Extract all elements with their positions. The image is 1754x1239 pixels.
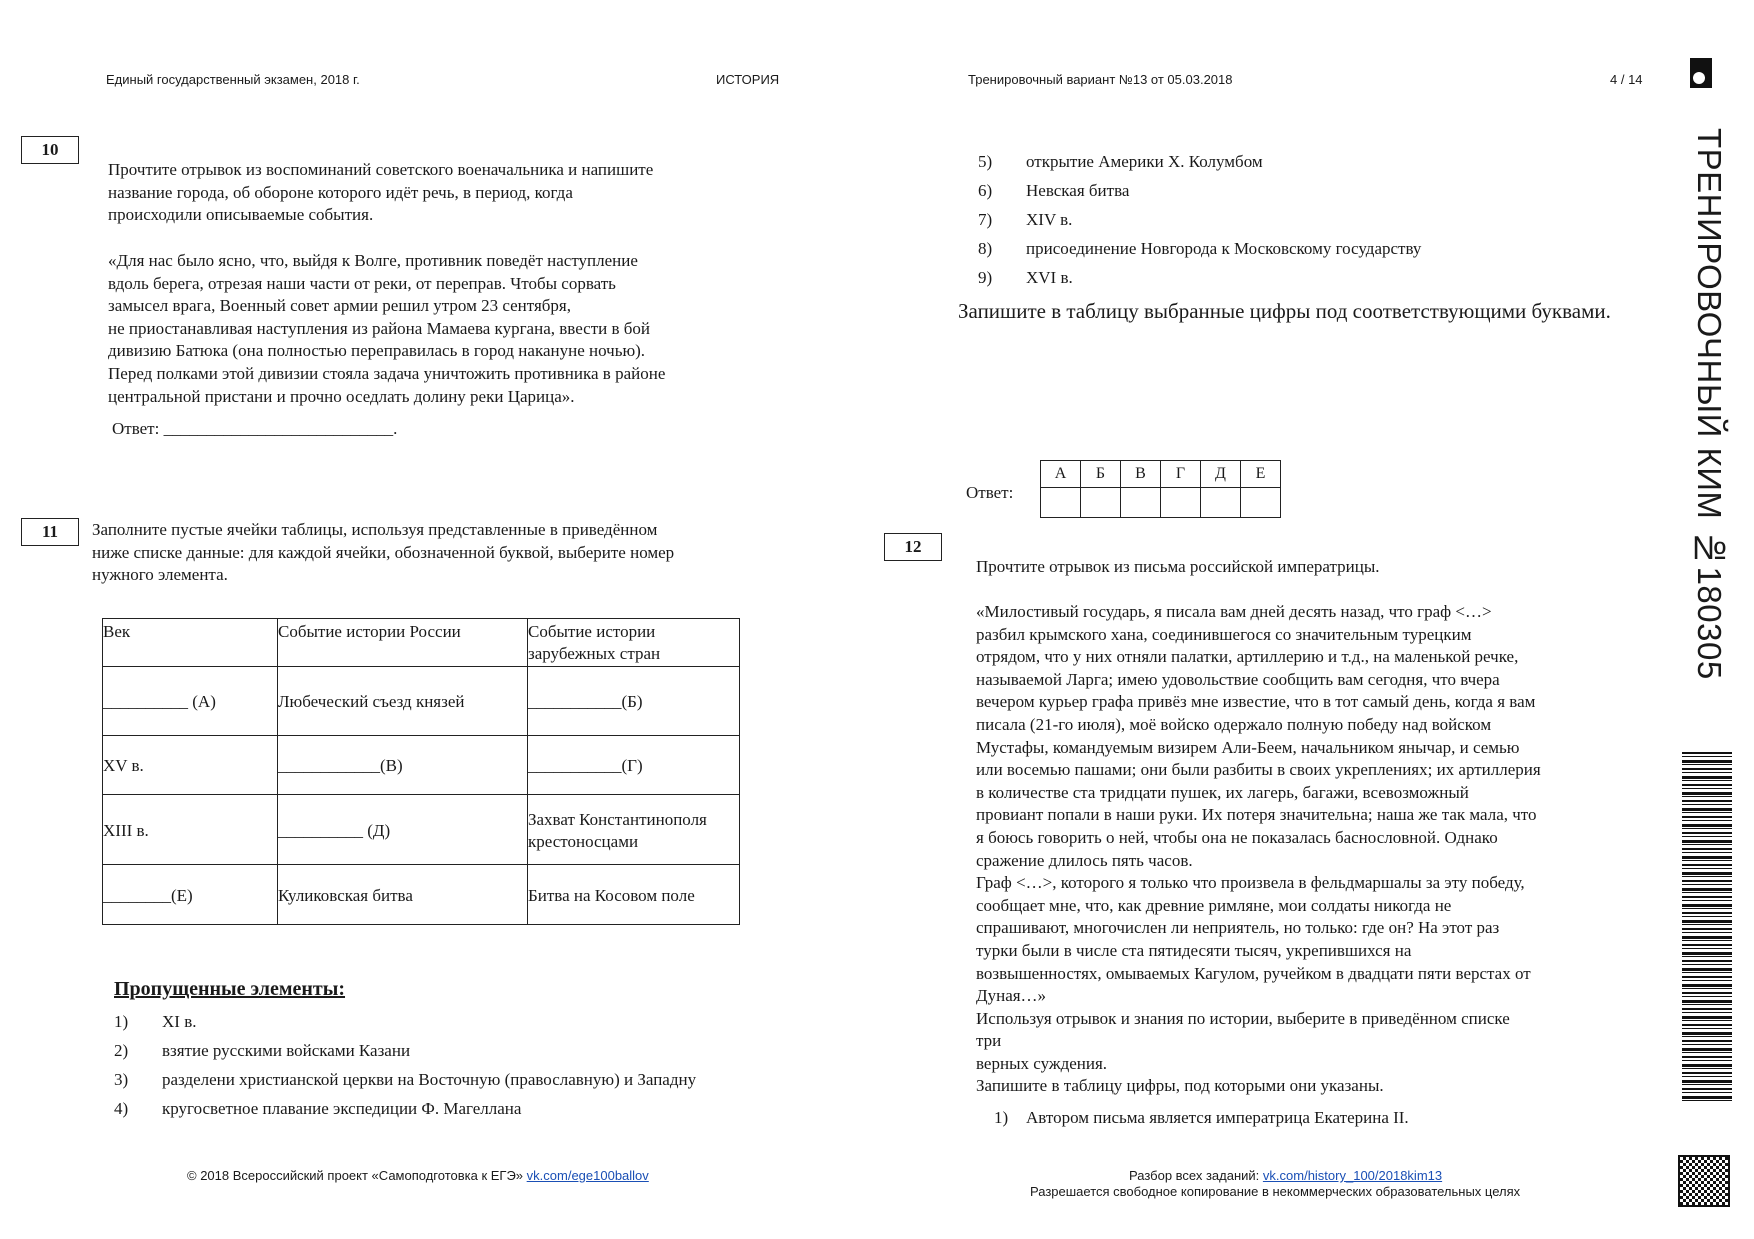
list-item [994,1108,1409,1128]
text-line: «Милостивый государь, я писала вам дней десять назад, что граф <…> [976,602,1492,621]
item-text: разделени христианской церкви на Восточную (православную) и Западну [162,1070,697,1089]
text-line: происходили описываемые события. [108,205,374,225]
item-text: XI в. [162,1012,197,1031]
history-table [102,618,740,925]
task-10-number: 10 [21,136,79,164]
answer-letter: Д [1201,461,1241,488]
item-text: XVI в. [1026,268,1073,287]
table-row [103,667,740,736]
variant-title: Тренировочный вариант №13 от 05.03.2018 [968,72,1233,87]
qr-code-icon [1678,1155,1730,1207]
text-line: писала (21-го июля), моё войско одержало полную победу над войском [976,714,1492,734]
item-text: Автором письма является императрица Екатерина II. [1026,1108,1409,1127]
answer-cell[interactable] [1241,488,1281,518]
exam-title: Единый государственный экзамен, 2018 г. [106,72,360,87]
item-number: 8) [978,239,993,258]
item-text: кругосветное плавание экспедиции Ф. Магеллана [162,1099,522,1118]
task-10-quote [108,250,665,408]
item-number: 3) [114,1070,129,1089]
table-header: Век [103,619,278,667]
table-cell[interactable]: __________ (А) [103,667,278,736]
table-cell[interactable]: ___________(Б) [528,667,740,736]
text-line: разбил крымского хана, соединившегося со значительным турецким [976,624,1472,644]
table-header: Событие истории зарубежных стран [528,619,740,667]
text-line: отрядом, что у них отняли палатки, артиллерию и т.д., на маленькой речке, [976,647,1519,667]
task-11-answer-label: Ответ: [966,483,1014,502]
text-line: в количестве ста тридцати пушек, их лагерь, багажи, всевозможный [976,782,1469,802]
answer-cell[interactable] [1121,488,1161,518]
text-line: называемой Ларга; имею удовольствие сообщить вам сегодня, что вчера [976,669,1500,689]
text-line: название города, об обороне которого идёт речь, в период, когда [108,182,573,202]
table-cell: XV в. [103,736,278,795]
item-number: 1) [114,1012,129,1031]
table-cell[interactable]: ________(Е) [103,865,278,925]
footer-copyright: © 2018 Всероссийский проект «Самоподготовка к ЕГЭ» [187,1168,527,1183]
text-line: сражение длилось пять часов. [976,850,1193,870]
table-cell[interactable]: ___________(Г) [528,736,740,795]
item-number: 1) [994,1108,1009,1127]
list-item [978,210,1072,230]
answer-cell[interactable] [1161,488,1201,518]
list-item [114,1099,521,1119]
item-number: 7) [978,210,993,229]
footer-review-label: Разбор всех заданий: [1129,1168,1263,1183]
item-number: 2) [114,1041,129,1060]
text-line: провиант попали в наши руки. Их потеря значительна; наша же так мала, что [976,805,1537,825]
list-item [114,1012,196,1032]
text-line: Перед полками этой дивизии стояла задача уничтожить противника в районе [108,363,666,383]
side-title: ТРЕНИРОВОЧНЫЙ КИМ №180305 [1691,128,1728,680]
missing-elements-title: Пропущенные элементы: [114,978,346,1000]
footer-vk-link[interactable]: vk.com/ege100ballov [526,1168,649,1183]
footer-review-link[interactable]: vk.com/history_100/2018kim13 [1262,1168,1443,1183]
text-line: Мустафы, командуемым визирем Али-Беем, начальником янычар, и семью [976,737,1520,757]
table-row [103,795,740,865]
table-cell: Битва на Косовом поле [528,865,740,925]
text-line: Дуная…» [976,986,1047,1006]
footer-right [1129,1168,1442,1183]
task-10-answer-field[interactable]: Ответ: ___________________________. [112,419,398,438]
list-item [978,152,1263,172]
text-line: вечером курьер графа привёз мне известие, что в тот самый день, когда я вам [976,692,1536,712]
table-cell: Захват Константинополя крестоносцами [528,795,740,865]
table-cell[interactable]: ____________(В) [278,736,528,795]
text-line: турки были в числе ста пятидесяти тысяч, укрепившихся на [976,940,1412,960]
task-10-intro [108,159,653,227]
text-line: три [976,1031,1002,1051]
answer-cell[interactable] [1081,488,1121,518]
text-line: я боюсь говорить о ней, чтобы она не показалась баснословной. Однако [976,827,1498,847]
table-row [103,865,740,925]
page-number: 4 / 14 [1610,72,1643,87]
text-line: Заполните пустые ячейки таблицы, используя представленные в приведённом [92,520,658,539]
list-item [114,1041,410,1061]
answer-letter: Г [1161,461,1201,488]
table-cell: XIII в. [103,795,278,865]
corner-marker-icon [1690,58,1712,88]
table-cell: Любеческий съезд князей [278,667,528,736]
text-line: замысел врага, Военный совет армии решил утром 23 сентября, [108,296,571,316]
table-row [103,736,740,795]
footer-left [187,1168,649,1183]
table-header: Событие истории России [278,619,528,667]
table-cell[interactable]: __________ (Д) [278,795,528,865]
text-line: Используя отрывок и знания по истории, выберите в приведённом списке [976,1008,1510,1028]
subject-title: ИСТОРИЯ [716,72,780,87]
item-number: 5) [978,152,993,171]
answer-letter: В [1121,461,1161,488]
task-12-letter [976,601,1541,1098]
item-text: XIV в. [1026,210,1073,229]
task-12-intro: Прочтите отрывок из письма российской императрицы. [976,557,1380,576]
answer-letter: Е [1241,461,1281,488]
list-item [978,181,1129,201]
footer-copy-notice: Разрешается свободное копирование в некоммерческих образовательных целях [1030,1184,1521,1199]
answer-cell[interactable] [1201,488,1241,518]
item-number: 9) [978,268,993,287]
answer-grid [1040,460,1281,518]
text-line: дивизию Батюка (она полностью переправилась в город накануне ночью). [108,341,646,361]
text-line: спрашивают, многочислен ли неприятель, но только: где он? На этот раз [976,918,1500,938]
list-item [978,268,1073,288]
text-line: нужного элемента. [92,565,228,585]
text-line: вдоль берега, отрезая наши части от реки, от переправ. Чтобы сорвать [108,273,616,293]
item-text: открытие Америки Х. Колумбом [1026,152,1263,171]
answer-letter: А [1041,461,1081,488]
item-text: присоединение Новгорода к Московскому государству [1026,239,1422,258]
list-item [978,239,1421,259]
text-line: центральной пристани и прочно оседлать долину реки Царица». [108,386,575,406]
barcode-icon [1682,752,1732,1102]
text-line: Прочтите отрывок из воспоминаний советского военачальника и напишите [108,160,654,179]
text-line: Запишите в таблицу цифры, под которыми они указаны. [976,1076,1384,1096]
text-line: не приостанавливая наступления из района Мамаева кургана, ввести в бой [108,318,651,338]
text-line: «Для нас было ясно, что, выйдя к Волге, противник поведёт наступление [108,251,638,270]
answer-cell[interactable] [1041,488,1081,518]
item-number: 6) [978,181,993,200]
item-number: 4) [114,1099,129,1118]
task-11-intro [92,519,674,587]
text-line: верных суждения. [976,1053,1108,1073]
text-line: возвышенностях, омываемых Кагулом, ручейком в двадцати пяти верстах от [976,963,1531,983]
text-line: Граф <…>, которого я только что произвела в фельдмаршалы за эту победу, [976,873,1525,893]
task-11-instruction: Запишите в таблицу выбранные цифры под соответствующими буквами. [958,299,1611,323]
item-text: Невская битва [1026,181,1130,200]
text-line: ниже списке данные: для каждой ячейки, обозначенной буквой, выберите номер [92,542,675,562]
text-line: сообщает мне, что, как древние римляне, мои солдаты никогда не [976,895,1452,915]
table-cell: Куликовская битва [278,865,528,925]
answer-letter: Б [1081,461,1121,488]
task-11-number: 11 [21,518,79,546]
text-line: или восемью пашами; они были разбиты в своих укреплениях; их артиллерия [976,760,1541,780]
item-text: взятие русскими войсками Казани [162,1041,411,1060]
task-12-number: 12 [884,533,942,561]
list-item [114,1070,696,1090]
